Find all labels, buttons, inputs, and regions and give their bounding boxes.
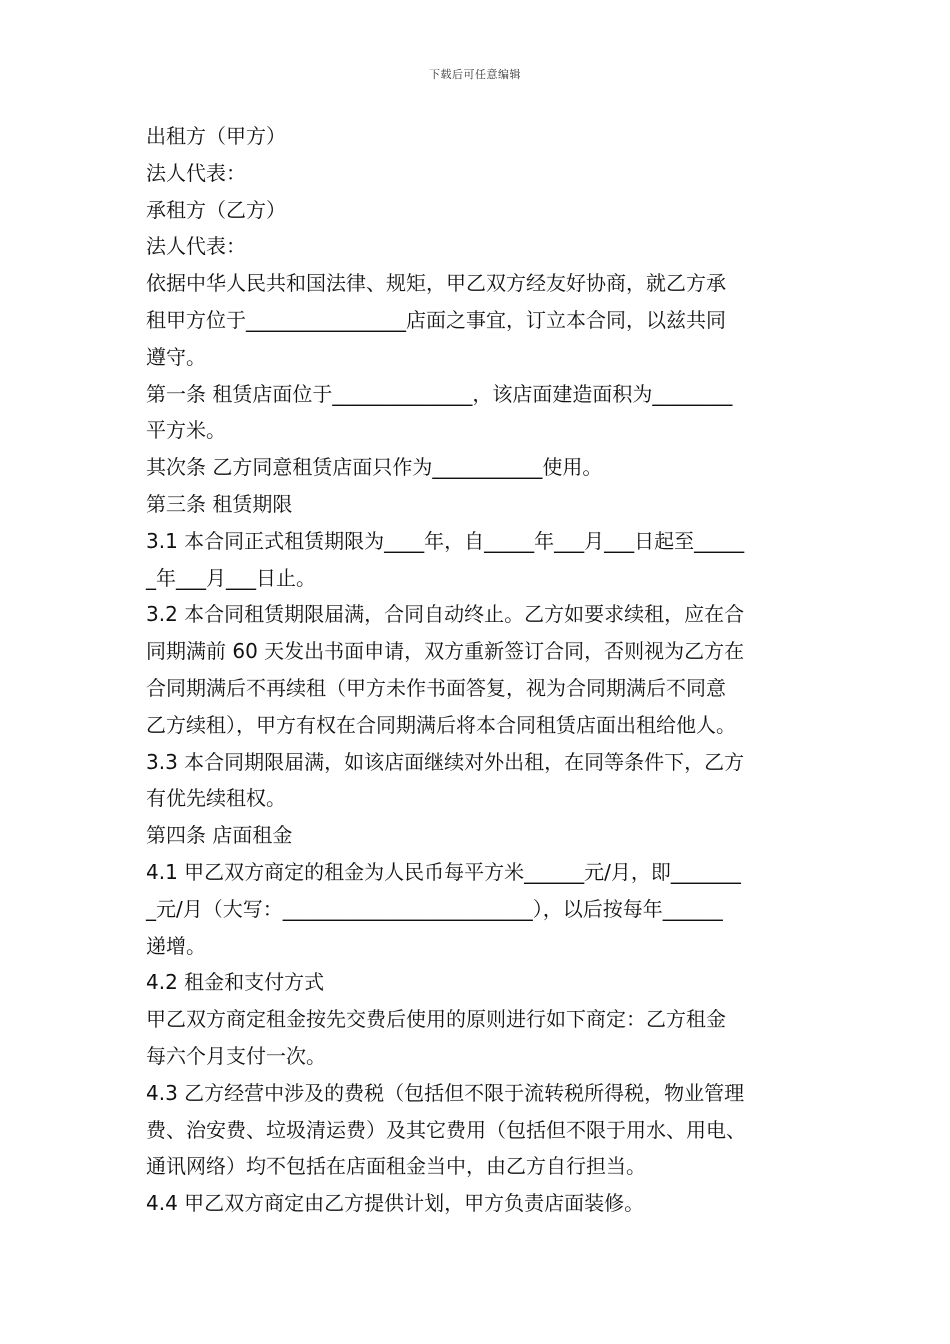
text-line: 其次条 乙方同意租赁店面只作为___________使用。 xyxy=(146,455,603,480)
text-line: 乙方续租），甲方有权在合同期满后将本合同租赁店面出租给他人。 xyxy=(146,712,736,737)
text-line: 4.2 租金和支付方式 xyxy=(146,970,325,995)
text-line: 依据中华人民共和国法律、规矩，甲乙双方经友好协商，就乙方承 xyxy=(146,271,726,296)
text-line: 3.1 本合同正式租赁期限为____年，自_____年___月___日起至_____ xyxy=(146,528,745,553)
text-line: 递增。 xyxy=(146,933,206,958)
text-line: 第四条 店面租金 xyxy=(146,823,293,848)
text-line: 4.4 甲乙双方商定由乙方提供计划，甲方负责店面装修。 xyxy=(146,1191,645,1216)
text-line: 4.1 甲乙双方商定的租金为人民币每平方米______元/月，即_______ xyxy=(146,859,741,884)
text-line: 遵守。 xyxy=(146,344,206,369)
text-line: _元/月（大写：_________________________），以后按每年______ xyxy=(146,896,723,921)
text-line: 租甲方位于________________店面之事宜，订立本合同，以兹共同 xyxy=(146,307,726,332)
text-line: 承租方（乙方） xyxy=(146,197,286,222)
text-line: 通讯网络）均不包括在店面租金当中，由乙方自行担当。 xyxy=(146,1154,646,1179)
text-line: 同期满前 60 天发出书面申请，双方重新签订合同，否则视为乙方在 xyxy=(146,639,745,664)
text-line: 出租方（甲方） xyxy=(146,124,286,148)
text-line: 第一条 租赁店面位于______________，该店面建造面积为________ xyxy=(146,381,733,406)
text-line: 甲乙双方商定租金按先交费后使用的原则进行如下商定：乙方租金 xyxy=(146,1007,726,1032)
text-line: 合同期满后不再续租（甲方未作书面答复，视为合同期满后不同意 xyxy=(146,675,726,700)
text-line: 有优先续租权。 xyxy=(146,786,286,811)
text-line: _年___月___日止。 xyxy=(146,565,316,590)
text-line: 平方米。 xyxy=(146,418,226,443)
page-header: 下载后可任意编辑 xyxy=(429,68,521,81)
text-line: 3.2 本合同租赁期限届满，合同自动终止。乙方如要求续租，应在合 xyxy=(146,602,745,627)
text-line: 费、治安费、垃圾清运费）及其它费用（包括但不限于用水、用电、 xyxy=(146,1117,746,1142)
text-line: 法人代表： xyxy=(146,160,246,185)
text-line: 4.3 乙方经营中涉及的费税（包括但不限于流转税所得税，物业管理 xyxy=(146,1080,745,1105)
text-line: 每六个月支付一次。 xyxy=(146,1043,326,1068)
text-line: 第三条 租赁期限 xyxy=(146,491,293,516)
contract-body xyxy=(146,118,811,1222)
text-line: 法人代表： xyxy=(146,234,246,259)
text-line: 3.3 本合同期限届满，如该店面继续对外出租，在同等条件下，乙方 xyxy=(146,749,745,774)
